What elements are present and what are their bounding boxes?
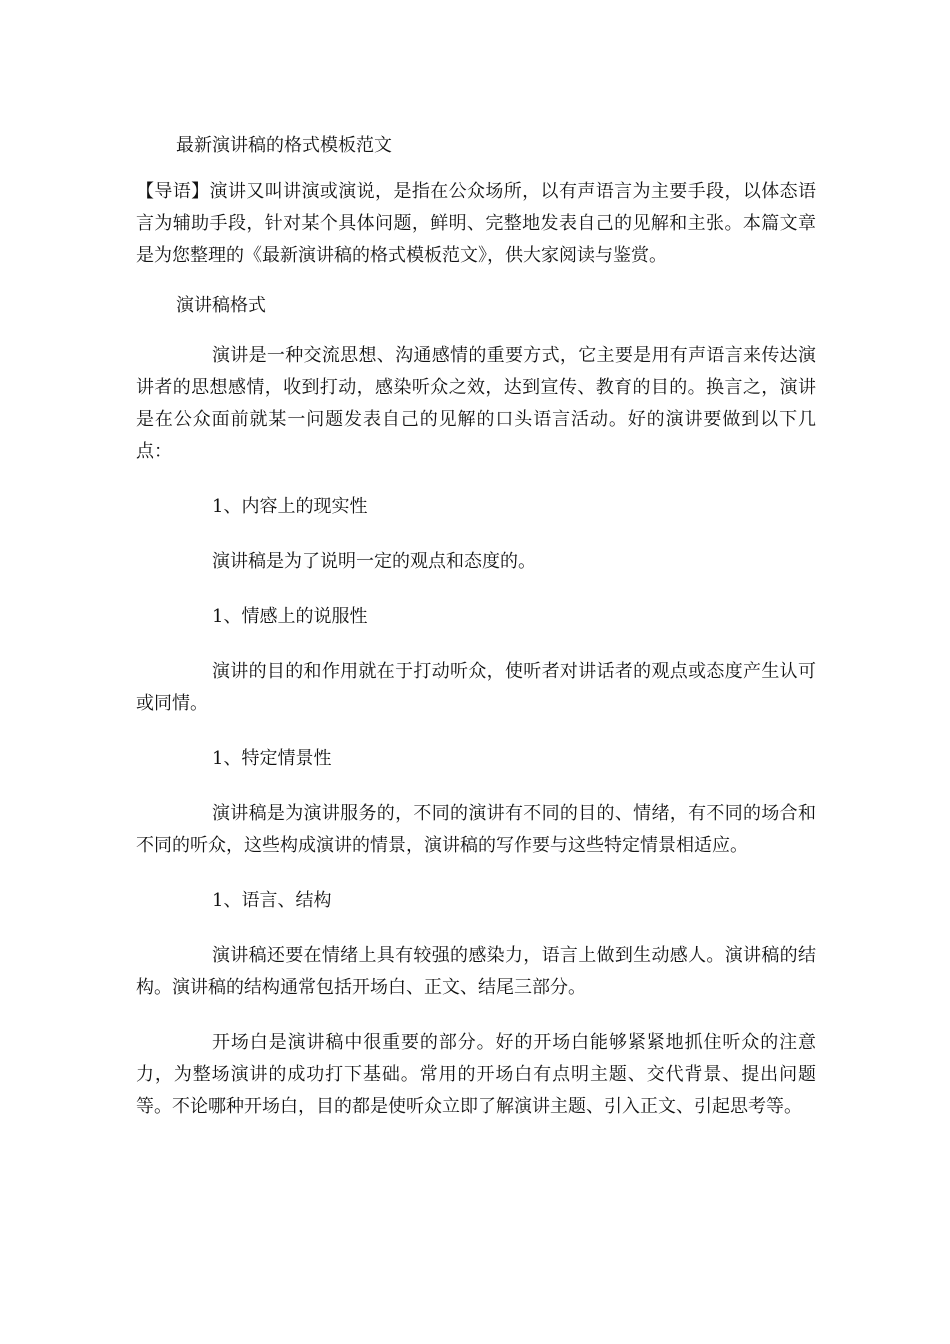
subheading-specific-situation: 1、特定情景性	[212, 748, 332, 769]
body-paragraph: 演讲是一种交流思想、沟通感情的重要方式，它主要是用有声语言来传达演讲者的思想感情，收到打动，感染听众之效，达到宣传、教育的目的。换言之，演讲是在公众面前就某一问题发表自己的见解的口头语言活动。好的演讲要做到以下几点：	[136, 345, 816, 462]
subheading-content-reality: 1、内容上的现实性	[212, 496, 368, 517]
document-title: 最新演讲稿的格式模板范文	[176, 135, 392, 156]
document-page	[136, 130, 816, 1146]
body-paragraph: 开场白是演讲稿中很重要的部分。好的开场白能够紧紧地抓住听众的注意力，为整场演讲的成功打下基础。常用的开场白有点明主题、交代背景、提出问题等。不论哪种开场白，目的都是使听众立即了解演讲主题、引入正文、引起思考等。	[136, 1032, 816, 1117]
body-paragraph: 演讲稿是为了说明一定的观点和态度的。	[212, 551, 536, 572]
body-paragraph: 演讲稿是为演讲服务的，不同的演讲有不同的目的、情绪，有不同的场合和不同的听众，这些构成演讲的情景，演讲稿的写作要与这些特定情景相适应。	[136, 803, 816, 856]
section-title: 演讲稿格式	[176, 295, 266, 316]
subheading-emotional-persuasion: 1、情感上的说服性	[212, 606, 368, 627]
subheading-language-structure: 1、语言、结构	[212, 890, 332, 911]
intro-paragraph: 【导语】演讲又叫讲演或演说，是指在公众场所，以有声语言为主要手段，以体态语言为辅助手段，针对某个具体问题，鲜明、完整地发表自己的见解和主张。本篇文章是为您整理的《最新演讲稿的格式模板范文》，供大家阅读与鉴赏。	[136, 181, 816, 266]
body-paragraph: 演讲稿还要在情绪上具有较强的感染力，语言上做到生动感人。演讲稿的结构。演讲稿的结构通常包括开场白、正文、结尾三部分。	[136, 945, 816, 998]
body-paragraph: 演讲的目的和作用就在于打动听众，使听者对讲话者的观点或态度产生认可或同情。	[136, 661, 816, 714]
